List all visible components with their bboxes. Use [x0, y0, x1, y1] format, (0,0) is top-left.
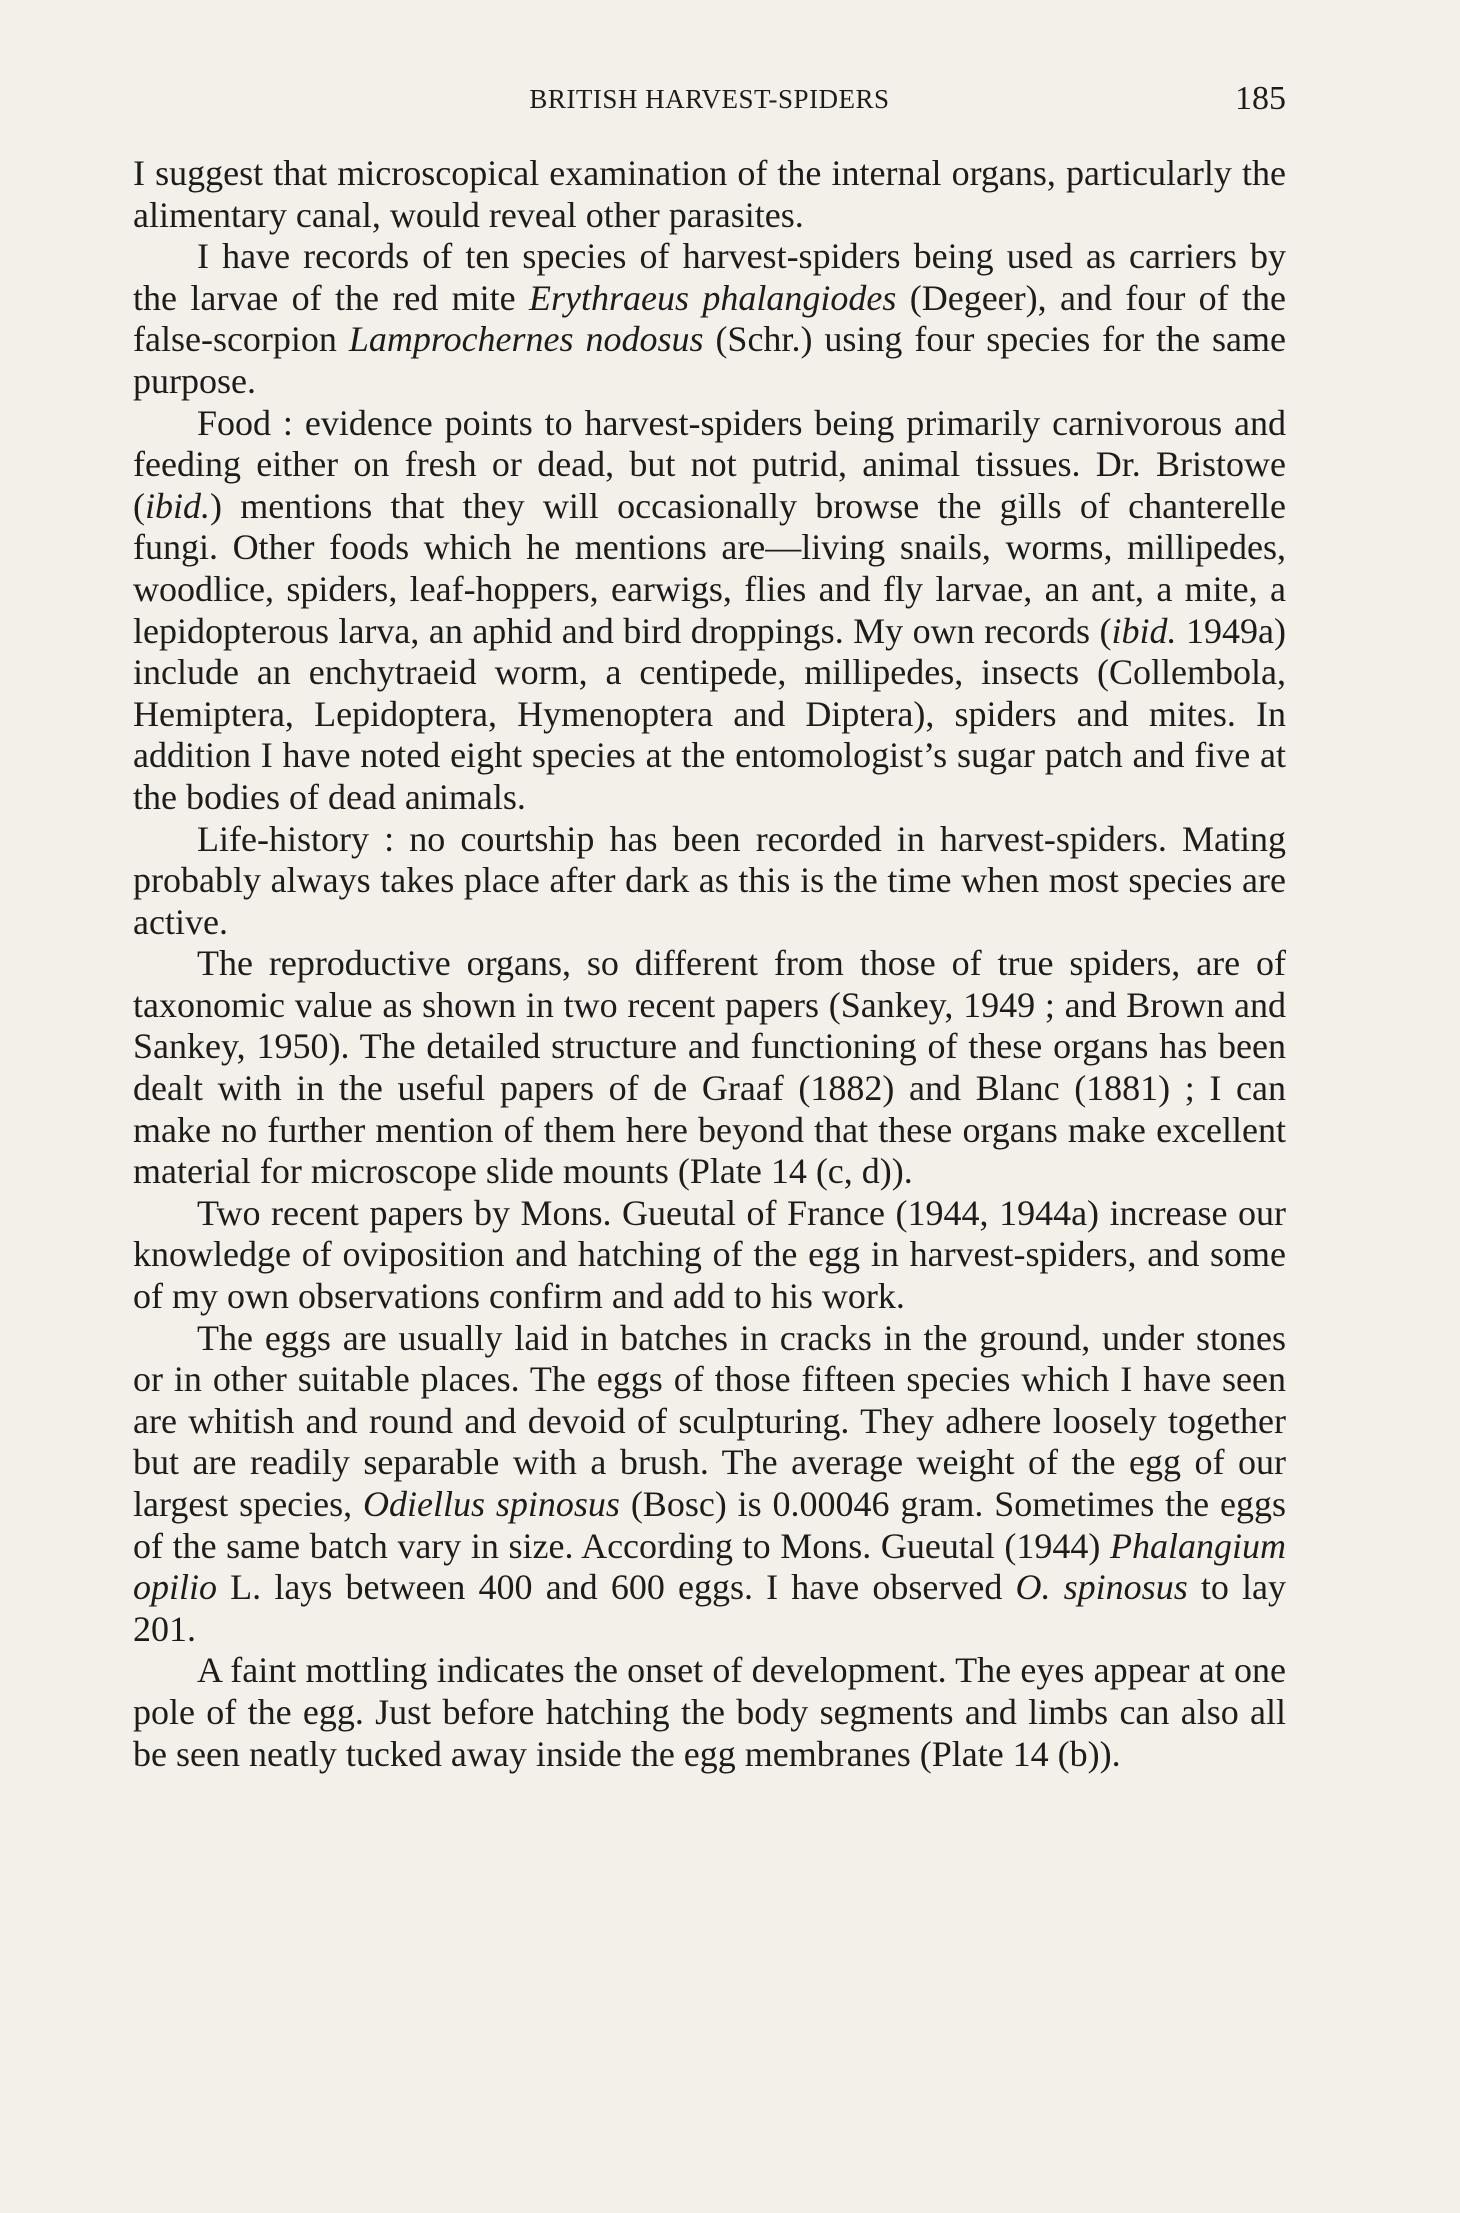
paragraph-development [133, 1650, 1286, 1775]
text-segment: Two recent papers by Mons. Gueutal of France (1944, 1944a) increase our knowledge of oviposition and hatching of the egg in harvest-spiders, and some of my own observations confirm and add to his work. [133, 1192, 1286, 1317]
paragraph-food [133, 403, 1286, 819]
text-segment: (Bosc) is 0.00046 gram. Sometimes the eggs of the same batch vary in size. According to Mons. Gueutal (1944) [133, 1484, 1287, 1566]
text-segment: 1949a) include an enchytraeid worm, a centipede, millipedes, insects (Collembola, Hemiptera, Lepidoptera, Hymenoptera and Diptera), spiders and mites. In addition I have noted eight species at the entomologist’s sugar patch and five at the bodies of dead animals. [133, 610, 1287, 817]
text-segment: Life-history : no courtship has been recorded in harvest-spiders. Mating probably always takes place after dark as this is the time when most species are active. [133, 818, 1286, 942]
species-name: O. spinosus [1015, 1567, 1188, 1608]
text-segment: (Degeer), and four of the false-scorpion [133, 277, 1286, 360]
text-segment: A faint mottling indicates the onset of development. The eyes appear at one pole of the egg. Just before hatching the body segments and limbs can also all be seen neatly tucked away inside the egg membranes (Plate 14 (b)). [133, 1650, 1286, 1774]
citation-ibid: ibid. [1111, 610, 1177, 651]
text-segment: I suggest that microscopical examination of the internal organs, particularly the alimentary canal, would reveal other parasites. [133, 153, 1286, 235]
text-segment: (Schr.) using four species for the same purpose. [133, 319, 1286, 401]
text-segment: The reproductive organs, so different from those of true spiders, are of taxonomic value as shown in two recent papers (Sankey, 1949 ; and Brown and Sankey, 1950). The detailed structure and functioning of these organs has been dealt with in the useful papers of de Graaf (1882) and Blanc (1881) ; I can make no further mention of them here beyond that these organs make excellent material for microscope slide mounts (Plate 14 (c, d)). [133, 943, 1286, 1192]
text-segment: L. lays between 400 and 600 eggs. I have observed [217, 1567, 1016, 1608]
paragraph-reproductive-organs [133, 943, 1286, 1193]
body-text [133, 153, 1286, 1775]
text-segment: Food : evidence points to harvest-spiders being primarily carnivorous and feeding either on fresh or dead, but not putrid, animal tissues. Dr. Bristowe ( [133, 402, 1286, 526]
text-segment: I have records of ten species of harvest-spiders being used as carriers by the larvae of the red mite [133, 236, 1286, 318]
page-number: 185 [1235, 80, 1286, 117]
text-segment: The eggs are usually laid in batches in cracks in the ground, under stones or in other suitable places. The eggs of those fifteen species which I have seen are whitish and round and devoid of sculpturing. They adhere loosely together but are readily separable with a brush. The average weight of the egg of our largest species, [133, 1317, 1286, 1524]
paragraph-carriers [133, 236, 1286, 402]
text-segment: ) mentions that they will occasionally browse the gills of chanterelle fungi. Other foods which he mentions are—living snails, worms, millipedes, woodlice, spiders, leaf-hoppers, earwigs, flies and fly larvae, an ant, a mite, a lepidopterous larva, an aphid and bird droppings. My own records ( [133, 485, 1286, 651]
paragraph-eggs [133, 1318, 1286, 1651]
paragraph-gueutal [133, 1193, 1286, 1318]
running-title: BRITISH HARVEST-SPIDERS [529, 84, 890, 114]
species-name: Erythraeus phalangiodes [529, 277, 897, 318]
paragraph-life-history [133, 819, 1286, 944]
species-name: Odiellus spinosus [363, 1484, 620, 1524]
species-name: Lamprochernes nodosus [348, 319, 704, 360]
citation-ibid: ibid. [145, 485, 211, 526]
species-name: Phalangium opilio [133, 1525, 1286, 1608]
paragraph-parasites [133, 153, 1286, 236]
running-head [133, 80, 1286, 130]
text-segment: to lay 201. [133, 1567, 1286, 1649]
